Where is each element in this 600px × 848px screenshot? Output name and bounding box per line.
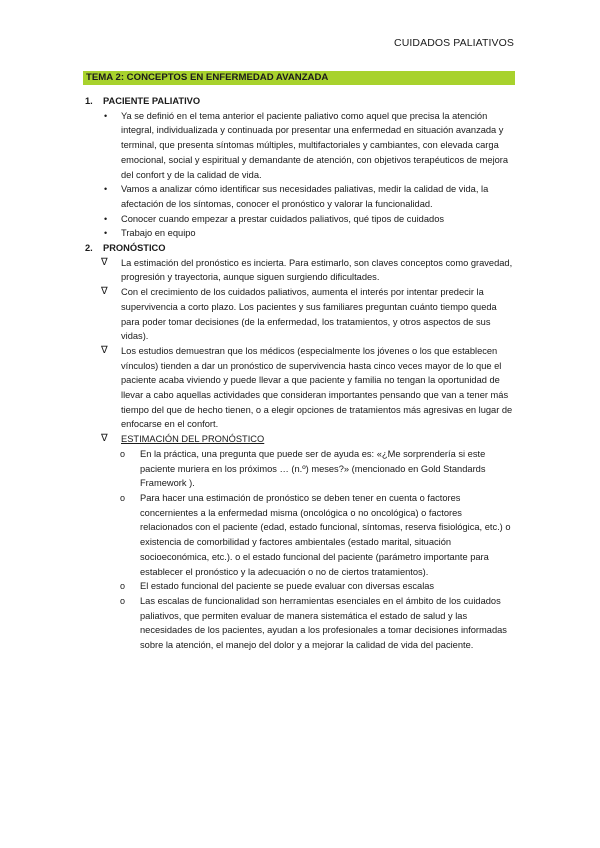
section-title: PACIENTE PALIATIVO [103, 96, 201, 106]
list-item [83, 447, 515, 491]
circle-bullet-icon: o [120, 595, 126, 606]
nabla-bullet-icon: ∇ [101, 286, 108, 298]
list-item-text: En la práctica, una pregunta que puede ser de ayuda es: «¿Me sorprendería si este paciente muriera en los próximos … (n.º) meses?» (mencionado en Gold Standards Framework ). [140, 448, 486, 489]
bullet-icon: • [104, 228, 108, 239]
bullet-icon: • [104, 213, 108, 224]
list-item [83, 109, 515, 183]
nabla-bullet-icon: ∇ [101, 433, 108, 445]
list-item-text: El estado funcional del paciente se puede evaluar con diversas escalas [140, 581, 435, 592]
list-item [83, 491, 515, 579]
circle-bullet-icon: o [120, 448, 126, 459]
list-item-text: Con el crecimiento de los cuidados paliativos, aumenta el interés por intentar predecir la supervivencia a corto plazo. Los pacientes y sus familiares preguntan cuánto tiempo queda para poder tomar decisiones (de la enfermedad, los tratamientos, y otros aspectos de sus vidas). [121, 287, 497, 342]
list-item [83, 285, 515, 344]
list-item [83, 256, 515, 285]
running-header: CUIDADOS PALIATIVOS [394, 37, 514, 49]
bullet-icon: • [104, 184, 108, 195]
subsection-heading [83, 432, 515, 447]
list-item-text: La estimación del pronóstico es incierta. Para estimarlo, son claves conceptos como gravedad, progresión y trayectoria, aunque siguen surgiendo dificultades. [121, 257, 513, 283]
list-item-text: Vamos a analizar cómo identificar sus necesidades paliativas, medir la calidad de vida, la afectación de los síntomas, conocer el pronóstico y valorar la funcionalidad. [121, 184, 489, 209]
bullet-icon: • [104, 110, 108, 121]
list-item [83, 344, 515, 432]
subsection-title: ESTIMACIÓN DEL PRONÓSTICO [121, 434, 265, 445]
document-body [83, 94, 515, 653]
circle-bullet-icon: o [120, 581, 126, 592]
topic-title-banner: TEMA 2: CONCEPTOS EN ENFERMEDAD AVANZADA [83, 71, 515, 85]
list-item-text: Para hacer una estimación de pronóstico se deben tener en cuenta o factores concernientes a la enfermedad misma (oncológica o no oncológica) o factores relacionados con el paciente (edad, estado funcional, síntomas, reserva fisiológica, etc.) o existencia de comorbilidad y factores ambientales (estado marital, situación socioeconómica, etc.). o el estado funcional del paciente (parámetro importante para establecer el pronóstico y la adecuación o no de ciertos tratamientos). [140, 492, 511, 577]
list-item [83, 579, 515, 594]
nabla-bullet-icon: ∇ [101, 256, 108, 268]
section-heading [83, 94, 515, 109]
list-item-text: Conocer cuando empezar a prestar cuidados paliativos, qué tipos de cuidados [121, 213, 445, 224]
list-item [83, 594, 515, 653]
section-number: 2. [85, 243, 93, 254]
list-item-text: Los estudios demuestran que los médicos (especialmente los jóvenes o los que establecen vínculos) tienden a dar un pronóstico de supervivencia hasta cinco veces mayor de lo que el paciente acaba viviendo y puede llevar a que paciente y familia no tengan la oportunidad de llevar a cabo aquellas actividades que consideran importantes pensando que van a tener más tiempo del que de hecho tienen, o a elegir opciones de tratamientos más agresivas en lugar de enfocarse en el confort. [121, 345, 513, 430]
list-item-text: Ya se definió en el tema anterior el paciente paliativo como aquel que precisa la atención integral, individualizada y continuada por presentar una enfermedad en situación avanzada y terminal, que presenta síntomas múltiples, multifactoriales y cambiantes, con elevada carga emocional, social y espiritual y demandante de atención, con objetivos terapéuticos de mejora del confort y de la calidad de vida. [121, 110, 509, 180]
list-item [83, 226, 515, 241]
list-item [83, 212, 515, 227]
list-item [83, 182, 515, 211]
section-title: PRONÓSTICO [103, 243, 166, 254]
nabla-bullet-icon: ∇ [101, 344, 108, 356]
section-number: 1. [85, 96, 93, 106]
circle-bullet-icon: o [120, 492, 126, 503]
list-item-text: Trabajo en equipo [121, 228, 196, 239]
section-heading [83, 241, 515, 256]
list-item-text: Las escalas de funcionalidad son herramientas esenciales en el ámbito de los cuidados paliativos, que permiten evaluar de manera sistemática el estado de salud y las necesidades de los pacientes, ayudan a los profesionales a tomar decisiones informadas sobre la atención, el manejo del dolor y a mejorar la calidad de vida del paciente. [140, 595, 507, 651]
